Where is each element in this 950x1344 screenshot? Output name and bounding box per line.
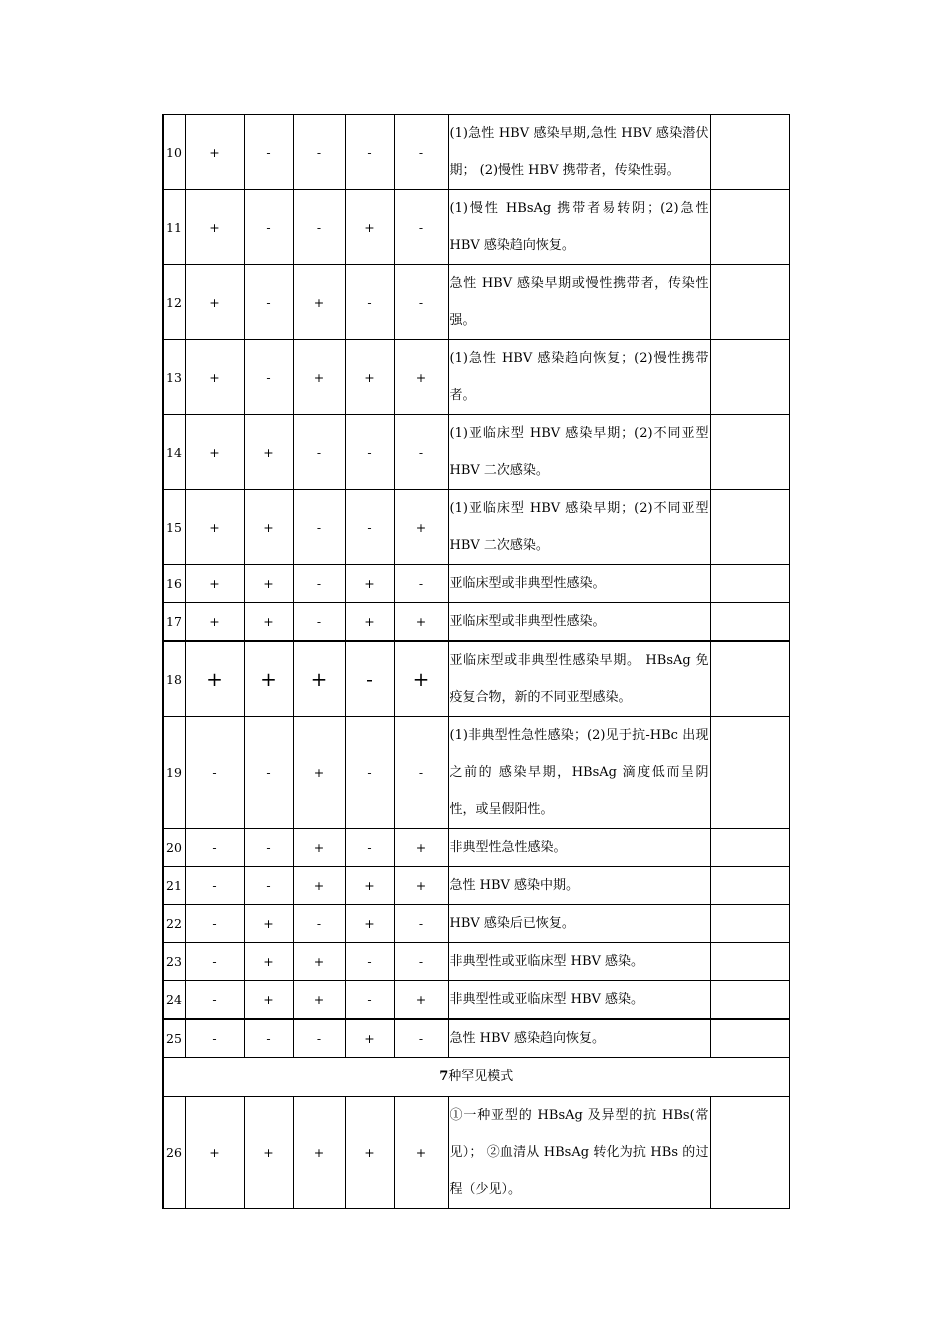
marker-cell: + xyxy=(345,905,394,943)
marker-cell: + xyxy=(293,981,345,1020)
marker-cell: + xyxy=(244,565,293,603)
interpretation-cell: 亚临床型或非典型性感染。 xyxy=(448,565,710,603)
interpretation-cell: (1)慢性 HBsAg 携带者易转阴；(2)急性 HBV 感染趋向恢复。 xyxy=(448,190,710,265)
marker-cell: - xyxy=(185,981,244,1020)
marker-cell: + xyxy=(394,603,448,642)
interpretation-cell: 非典型性急性感染。 xyxy=(448,829,710,867)
marker-cell: + xyxy=(394,867,448,905)
marker-cell: - xyxy=(185,1019,244,1058)
marker-cell: - xyxy=(394,1019,448,1058)
notes-cell xyxy=(710,943,789,981)
marker-cell: - xyxy=(185,905,244,943)
interpretation-cell: 急性 HBV 感染中期。 xyxy=(448,867,710,905)
marker-cell: + xyxy=(345,340,394,415)
marker-cell: + xyxy=(345,603,394,642)
marker-cell: - xyxy=(345,829,394,867)
marker-cell: - xyxy=(244,115,293,190)
marker-cell: - xyxy=(345,717,394,829)
marker-cell: + xyxy=(394,1097,448,1209)
marker-cell: - xyxy=(293,490,345,565)
marker-cell: + xyxy=(244,490,293,565)
notes-cell xyxy=(710,1097,789,1209)
row-number: 18 xyxy=(163,641,185,717)
marker-cell: - xyxy=(244,867,293,905)
marker-cell: - xyxy=(394,905,448,943)
table-row xyxy=(163,490,789,565)
marker-cell: + xyxy=(244,1097,293,1209)
interpretation-cell: HBV 感染后已恢复。 xyxy=(448,905,710,943)
marker-cell: + xyxy=(345,1097,394,1209)
marker-cell: - xyxy=(185,717,244,829)
row-number: 16 xyxy=(163,565,185,603)
row-number: 11 xyxy=(163,190,185,265)
notes-cell xyxy=(710,603,789,642)
marker-cell: - xyxy=(244,190,293,265)
marker-cell: + xyxy=(185,115,244,190)
marker-cell: + xyxy=(394,641,448,717)
marker-cell: + xyxy=(293,717,345,829)
marker-cell: + xyxy=(293,829,345,867)
marker-cell: + xyxy=(394,981,448,1020)
marker-cell: - xyxy=(244,265,293,340)
marker-cell: - xyxy=(244,1019,293,1058)
marker-cell: - xyxy=(345,943,394,981)
marker-cell: - xyxy=(345,265,394,340)
marker-cell: - xyxy=(394,717,448,829)
interpretation-cell: 亚临床型或非典型性感染。 xyxy=(448,603,710,642)
marker-cell: - xyxy=(345,641,394,717)
section-header-cell xyxy=(163,1058,789,1097)
marker-cell: + xyxy=(394,829,448,867)
interpretation-cell: (1)亚临床型 HBV 感染早期；(2)不同亚型 HBV 二次感染。 xyxy=(448,490,710,565)
marker-cell: + xyxy=(293,1097,345,1209)
marker-cell: + xyxy=(394,340,448,415)
marker-cell: - xyxy=(345,415,394,490)
row-number: 23 xyxy=(163,943,185,981)
notes-cell xyxy=(710,641,789,717)
interpretation-cell: (1)非典型性急性感染；(2)见于抗-HBc 出现之前的 感染早期，HBsAg 滴度低而呈阴性，或呈假阳性。 xyxy=(448,717,710,829)
notes-cell xyxy=(710,717,789,829)
marker-cell: + xyxy=(244,415,293,490)
marker-cell: + xyxy=(293,641,345,717)
marker-cell: - xyxy=(345,115,394,190)
notes-cell xyxy=(710,1019,789,1058)
marker-cell: + xyxy=(293,265,345,340)
table-row xyxy=(163,905,789,943)
interpretation-cell: ①一种亚型的 HBsAg 及异型的抗 HBs(常见）； ②血清从 HBsAg 转化为抗 HBs 的过程（少见）。 xyxy=(448,1097,710,1209)
notes-cell xyxy=(710,867,789,905)
marker-cell: - xyxy=(293,565,345,603)
marker-cell: - xyxy=(293,415,345,490)
marker-cell: - xyxy=(293,603,345,642)
marker-cell: + xyxy=(293,340,345,415)
table-body-row-18 xyxy=(163,641,789,717)
table-row xyxy=(163,415,789,490)
table-row xyxy=(163,565,789,603)
section-label: 种罕见模式 xyxy=(448,1069,514,1084)
marker-cell: + xyxy=(244,603,293,642)
notes-cell xyxy=(710,190,789,265)
table-row xyxy=(163,340,789,415)
table-row xyxy=(163,1097,789,1209)
marker-cell: + xyxy=(345,565,394,603)
marker-cell: - xyxy=(394,115,448,190)
marker-cell: - xyxy=(244,829,293,867)
notes-cell xyxy=(710,981,789,1020)
table-row xyxy=(163,867,789,905)
row-number: 21 xyxy=(163,867,185,905)
table-row xyxy=(163,115,789,190)
interpretation-cell: 非典型性或亚临床型 HBV 感染。 xyxy=(448,981,710,1020)
hbv-marker-table xyxy=(162,114,790,1209)
notes-cell xyxy=(710,115,789,190)
marker-cell: + xyxy=(185,1097,244,1209)
interpretation-cell: (1)亚临床型 HBV 感染早期；(2)不同亚型 HBV 二次感染。 xyxy=(448,415,710,490)
interpretation-cell: 亚临床型或非典型性感染早期。 HBsAg 免疫复合物，新的不同亚型感染。 xyxy=(448,641,710,717)
marker-cell: + xyxy=(185,603,244,642)
row-number: 10 xyxy=(163,115,185,190)
table-body-section-header xyxy=(163,1058,789,1097)
marker-cell: - xyxy=(394,190,448,265)
notes-cell xyxy=(710,415,789,490)
marker-cell: + xyxy=(185,415,244,490)
row-number: 22 xyxy=(163,905,185,943)
table-row xyxy=(163,829,789,867)
marker-cell: - xyxy=(293,115,345,190)
interpretation-cell: 急性 HBV 感染早期或慢性携带者，传染性强。 xyxy=(448,265,710,340)
table-row xyxy=(163,603,789,642)
notes-cell xyxy=(710,490,789,565)
marker-cell: + xyxy=(185,490,244,565)
row-number: 15 xyxy=(163,490,185,565)
marker-cell: + xyxy=(244,905,293,943)
notes-cell xyxy=(710,565,789,603)
marker-cell: - xyxy=(293,1019,345,1058)
marker-cell: - xyxy=(293,905,345,943)
marker-cell: + xyxy=(293,943,345,981)
notes-cell xyxy=(710,265,789,340)
marker-cell: - xyxy=(394,415,448,490)
interpretation-cell: (1)急性 HBV 感染早期,急性 HBV 感染潜伏期； (2)慢性 HBV 携带者，传染性弱。 xyxy=(448,115,710,190)
interpretation-cell: 非典型性或亚临床型 HBV 感染。 xyxy=(448,943,710,981)
row-number: 26 xyxy=(163,1097,185,1209)
interpretation-cell: 急性 HBV 感染趋向恢复。 xyxy=(448,1019,710,1058)
marker-cell: + xyxy=(185,565,244,603)
table-body-common-patterns xyxy=(163,115,789,642)
notes-cell xyxy=(710,829,789,867)
row-number: 20 xyxy=(163,829,185,867)
marker-cell: + xyxy=(185,641,244,717)
marker-cell: - xyxy=(244,340,293,415)
table-body-row-25 xyxy=(163,1019,789,1058)
marker-cell: - xyxy=(345,490,394,565)
marker-cell: - xyxy=(185,867,244,905)
row-number: 24 xyxy=(163,981,185,1020)
section-count: 7 xyxy=(439,1069,449,1084)
marker-cell: + xyxy=(394,490,448,565)
marker-cell: - xyxy=(185,829,244,867)
section-header-row xyxy=(163,1058,789,1097)
interpretation-cell: (1)急性 HBV 感染趋向恢复；(2)慢性携带者。 xyxy=(448,340,710,415)
marker-cell: + xyxy=(244,641,293,717)
table-body-more-patterns xyxy=(163,717,789,1020)
marker-cell: + xyxy=(244,981,293,1020)
row-number: 25 xyxy=(163,1019,185,1058)
marker-cell: - xyxy=(185,943,244,981)
marker-cell: + xyxy=(345,190,394,265)
marker-cell: - xyxy=(345,981,394,1020)
marker-cell: - xyxy=(293,190,345,265)
marker-cell: + xyxy=(185,340,244,415)
table-row xyxy=(163,190,789,265)
notes-cell xyxy=(710,340,789,415)
row-number: 12 xyxy=(163,265,185,340)
marker-cell: + xyxy=(185,190,244,265)
marker-cell: + xyxy=(185,265,244,340)
row-number: 17 xyxy=(163,603,185,642)
marker-cell: + xyxy=(244,943,293,981)
row-number: 14 xyxy=(163,415,185,490)
marker-cell: + xyxy=(345,1019,394,1058)
row-number: 13 xyxy=(163,340,185,415)
table-row xyxy=(163,641,789,717)
table-row xyxy=(163,981,789,1020)
marker-cell: - xyxy=(244,717,293,829)
marker-cell: - xyxy=(394,265,448,340)
table-row xyxy=(163,1019,789,1058)
table-row xyxy=(163,717,789,829)
table-body-row-26 xyxy=(163,1097,789,1209)
table-row xyxy=(163,943,789,981)
table-row xyxy=(163,265,789,340)
notes-cell xyxy=(710,905,789,943)
marker-cell: - xyxy=(394,943,448,981)
marker-cell: - xyxy=(394,565,448,603)
row-number: 19 xyxy=(163,717,185,829)
marker-cell: + xyxy=(293,867,345,905)
marker-cell: + xyxy=(345,867,394,905)
